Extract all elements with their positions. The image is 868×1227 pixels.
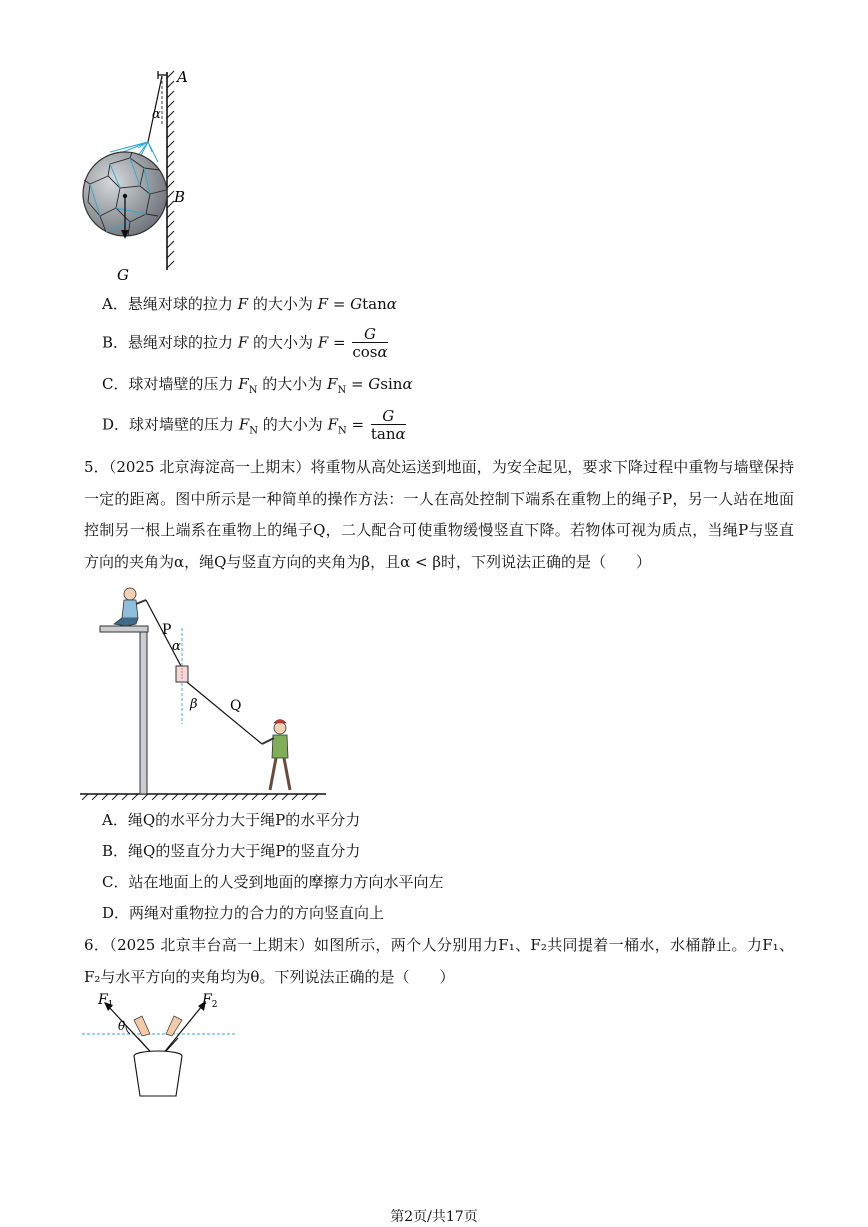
label-P: P xyxy=(162,622,172,638)
question-6-text: 6．（2025 北京丰台高一上期末）如图所示，两个人分别用力F₁、F₂共同提着一桶水，水桶静止。力F₁、F₂与水平方向的夹角均为θ。下列说法正确的是（ ） xyxy=(84,936,794,986)
label-alpha: α xyxy=(152,107,161,122)
label-F2: $F_2$ xyxy=(202,992,218,1010)
page-footer: 第2页/共17页 xyxy=(390,1209,478,1225)
option-5D: D．两绳对重物拉力的合力的方向竖直向上 xyxy=(102,904,385,922)
label-theta: θ xyxy=(118,1019,126,1033)
label-alpha: α xyxy=(172,639,181,654)
question-5-text: 5．（2025 北京海淀高一上期末）将重物从高处运送到地面，为安全起见，要求下降过程中重物与墙壁保持一定的距离。图中所示是一种简单的操作方法：一人在高处控制下端系在重物上的绳子P，另一人站在地面控制另一根上端系在重物上的绳子Q，二人配合可使重物缓慢竖直下降。若物体可视为质点，当绳P与竖直方向的夹角为α，绳Q与竖直方向的夹角为β，且α < β时，下列说法正确的是（ ） xyxy=(84,458,794,571)
option-5B: B．绳Q的竖直分力大于绳P的竖直分力 xyxy=(102,842,361,860)
figure-water-bucket xyxy=(78,990,240,1102)
label-F1: $F_1$ xyxy=(98,992,114,1010)
option-4A: A．悬绳对球的拉力 F 的大小为 F = Gtanα xyxy=(102,295,397,313)
option-4B: B．悬绳对球的拉力 F 的大小为 F = $\frac{G}{\cos\alpha}$ xyxy=(102,325,388,361)
label-B: B xyxy=(174,188,186,206)
fraction: $\frac{G}{\tan\alpha}$ xyxy=(370,407,406,443)
label-beta: β xyxy=(190,697,198,712)
label-G: G xyxy=(117,266,129,284)
option-5A: A．绳Q的水平分力大于绳P的水平分力 xyxy=(102,811,361,829)
fraction: $\frac{G}{\cos\alpha}$ xyxy=(352,325,388,361)
option-5C: C．站在地面上的人受到地面的摩擦力方向水平向左 xyxy=(102,873,444,891)
option-4C: C．球对墙壁的压力 $F_N$ 的大小为 $F_N = Gsin\alpha$ xyxy=(102,375,413,396)
option-4D: D．球对墙壁的压力 $F_N$ 的大小为 $F_N$ = $\frac{G}{\tan\alpha}$ xyxy=(102,407,406,443)
label-A: A xyxy=(177,68,188,86)
label-Q: Q xyxy=(230,698,242,714)
figure-pulley-ropes xyxy=(78,578,328,800)
figure-ball-on-wall xyxy=(70,66,210,288)
